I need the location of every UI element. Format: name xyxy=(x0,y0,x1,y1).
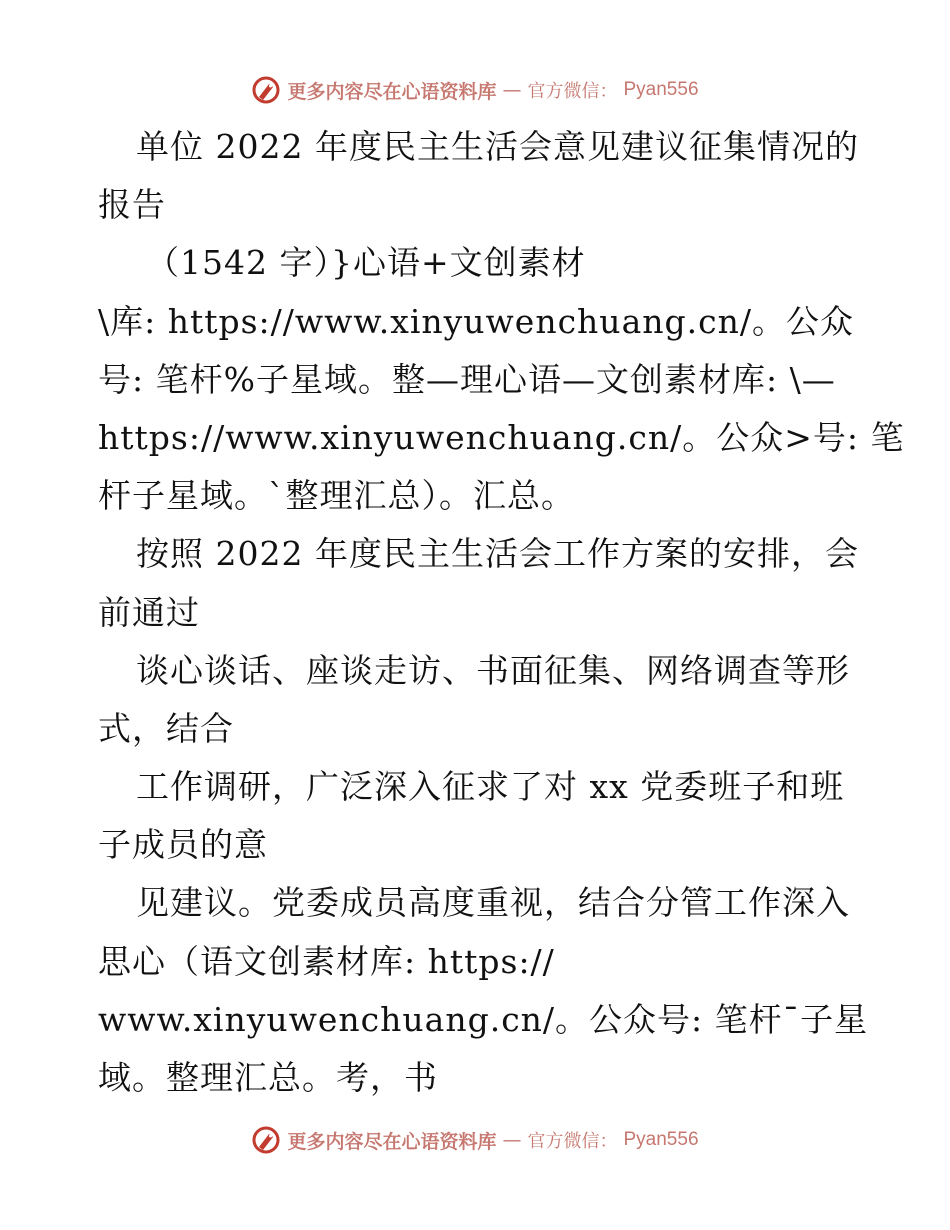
doc-line-7: 杆子星域。`整理汇总）。汇总。 xyxy=(98,476,575,516)
footer-banner-title: 更多内容尽在心语资料库 xyxy=(287,1130,497,1153)
doc-line-15: 思心（语文创素材库: https:// xyxy=(98,941,555,981)
doc-line-5: 号: 笔杆%子星域。整—理心语—文创素材库: \— xyxy=(98,359,836,399)
doc-line-title-1: 单位 2022 年度民主生活会意见建议征集情况的 xyxy=(136,127,859,166)
footer-banner-inner xyxy=(251,1125,698,1155)
header-banner-wechat-id: Pyan556 xyxy=(623,79,699,100)
doc-line-title-2: 报告 xyxy=(98,185,166,225)
doc-line-9: 前通过 xyxy=(98,592,200,632)
doc-line-12: 工作调研，广泛深入征求了对 xx 党委班子和班 xyxy=(136,767,845,807)
header-banner-inner xyxy=(251,75,698,105)
doc-line-17: 域。整理汇总。考，书 xyxy=(98,1058,438,1097)
footer-banner-separator: — xyxy=(502,1129,522,1151)
footer-banner-label: 官方微信： xyxy=(527,1131,618,1152)
doc-line-8: 按照 2022 年度民主生活会工作方案的安排，会 xyxy=(136,534,859,574)
footer-banner xyxy=(0,1122,950,1158)
doc-line-4: \库: https://www.xinyuwenchuang.cn/。公众 xyxy=(98,301,854,341)
doc-line-3: （1542 字）}心语+文创素材 xyxy=(146,243,586,283)
doc-line-13: 子成员的意 xyxy=(98,825,268,865)
pen-nib-circle-icon xyxy=(251,75,281,105)
doc-line-10: 谈心谈话、座谈走访、书面征集、网络调查等形 xyxy=(136,650,850,690)
doc-line-6: https://www.xinyuwenchuang.cn/。公众>号: 笔 xyxy=(98,417,905,457)
doc-line-16: www.xinyuwenchuang.cn/。公众号: 笔杆¯子星 xyxy=(98,999,869,1039)
header-banner xyxy=(0,72,950,108)
header-banner-title: 更多内容尽在心语资料库 xyxy=(287,80,497,103)
doc-line-11: 式，结合 xyxy=(98,708,234,748)
pen-nib-circle-icon xyxy=(251,1125,281,1155)
footer-banner-wechat-id: Pyan556 xyxy=(623,1129,699,1150)
document-body xyxy=(98,118,905,1107)
header-banner-separator: — xyxy=(502,79,522,101)
doc-line-14: 见建议。党委成员高度重视，结合分管工作深入 xyxy=(136,883,850,923)
header-banner-label: 官方微信： xyxy=(527,81,618,102)
